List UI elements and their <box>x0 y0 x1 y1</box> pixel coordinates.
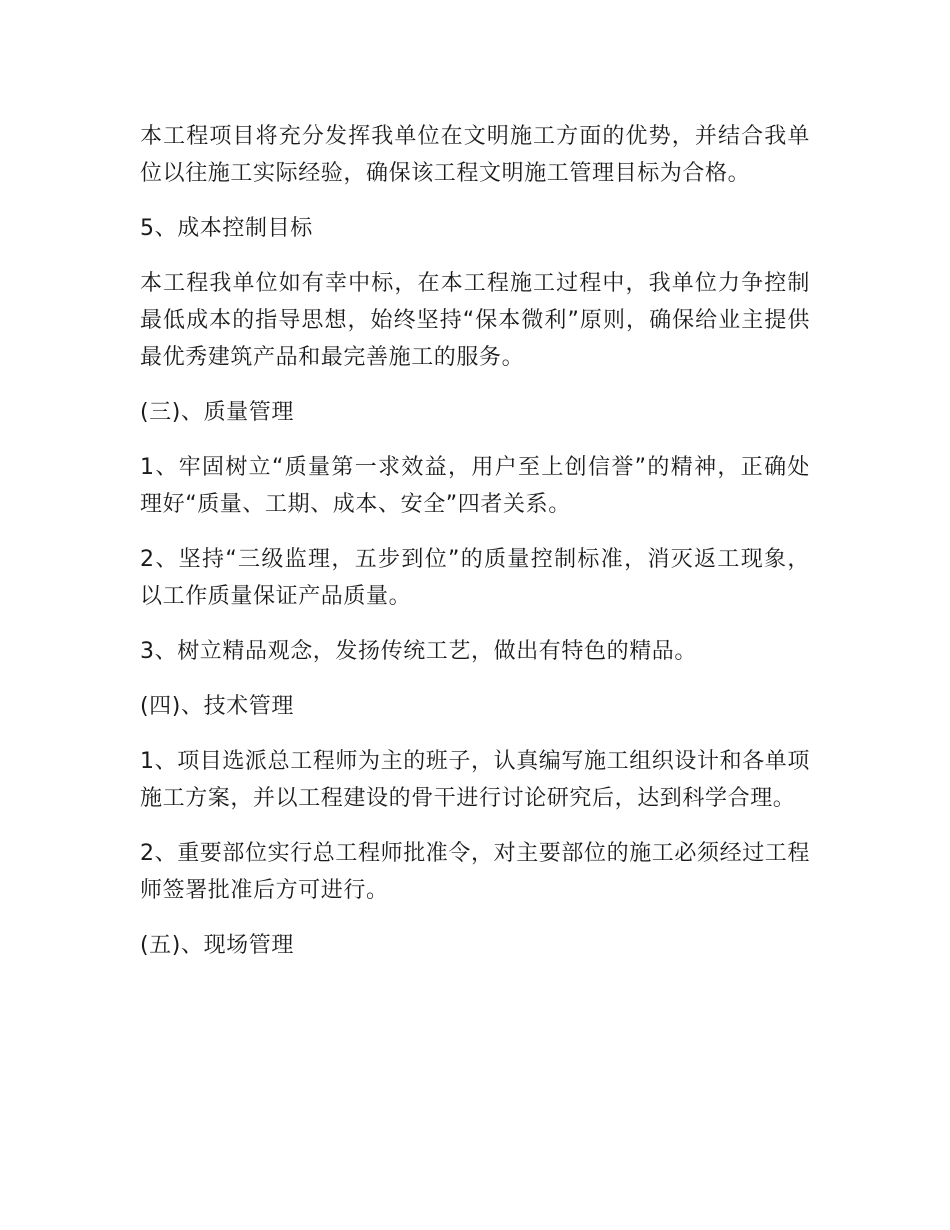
heading-site-management: (五)、现场管理 <box>140 933 294 958</box>
paragraph-technical-2: 2、重要部位实行总工程师批准令，对主要部位的施工必须经过工程师签署批准后方可进行。 <box>140 841 810 903</box>
document-page <box>140 118 810 982</box>
heading-technical-management: (四)、技术管理 <box>140 694 294 719</box>
paragraph-civilized-construction: 本工程项目将充分发挥我单位在文明施工方面的优势，并结合我单位以往施工实际经验，确保该工程文明施工管理目标为合格。 <box>140 124 810 186</box>
paragraph-quality-3: 3、树立精品观念，发扬传统工艺，做出有特色的精品。 <box>140 639 697 664</box>
paragraph-quality-2: 2、坚持“三级监理，五步到位”的质量控制标准，消灭返工现象，以工作质量保证产品质量。 <box>140 547 810 609</box>
heading-quality-management: (三)、质量管理 <box>140 400 294 425</box>
heading-cost-control: 5、成本控制目标 <box>140 216 313 241</box>
paragraph-cost-control: 本工程我单位如有幸中标，在本工程施工过程中，我单位力争控制最低成本的指导思想，始终坚持“保本微利”原则，确保给业主提供最优秀建筑产品和最完善施工的服务。 <box>140 271 810 370</box>
paragraph-quality-1: 1、牢固树立“质量第一求效益，用户至上创信誉”的精神，正确处理好“质量、工期、成本、安全”四者关系。 <box>140 455 810 517</box>
paragraph-technical-1: 1、项目选派总工程师为主的班子，认真编写施工组织设计和各单项施工方案，并以工程建设的骨干进行讨论研究后，达到科学合理。 <box>140 749 810 811</box>
